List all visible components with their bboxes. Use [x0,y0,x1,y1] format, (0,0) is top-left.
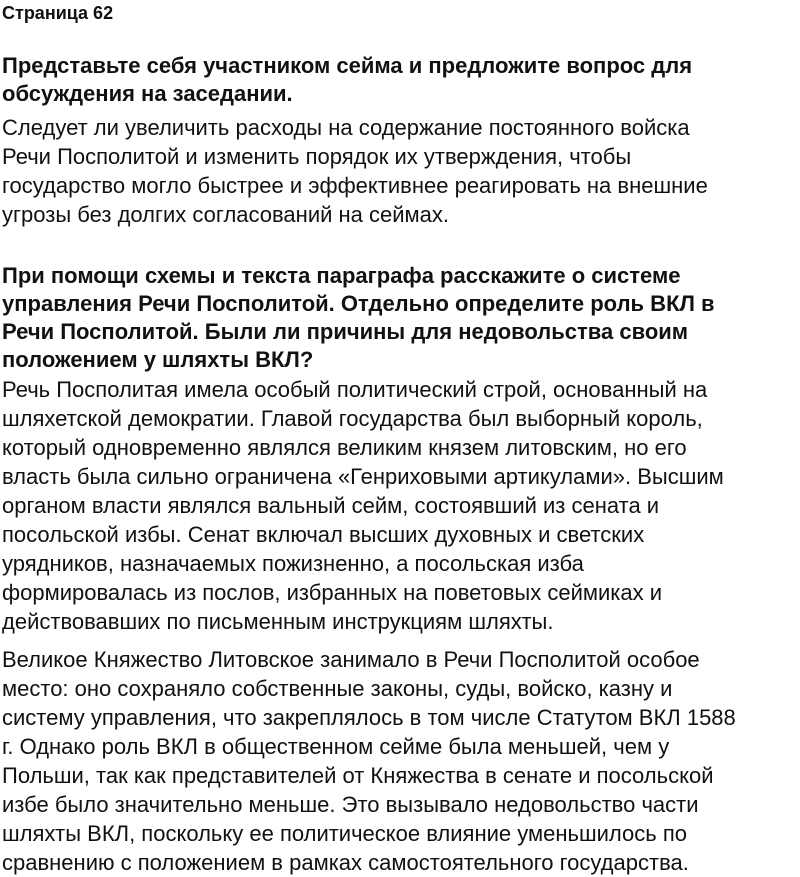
question-line: управления Речи Посполитой. Отдельно определите роль ВКЛ в [2,291,715,316]
answer-line: шляхетской демократии. Главой государства был выборный король, [2,406,703,431]
answer-line: урядников, назначаемых пожизненно, а посольская изба [2,551,584,576]
answer-line: избе было значительно меньше. Это вызывало недовольство части [2,792,699,817]
answer-line: государство могло быстрее и эффективнее реагировать на внешние [2,173,708,198]
answer-line: систему управления, что закреплялось в том числе Статутом ВКЛ 1588 [2,705,736,730]
answer-1 [2,113,708,229]
answer-line: угрозы без долгих согласований на сеймах. [2,202,450,227]
question-line: При помощи схемы и текста параграфа расскажите о системе [2,263,681,288]
answer-line: место: оно сохраняло собственные законы, суды, войско, казну и [2,676,673,701]
question-line: Представьте себя участником сейма и предложите вопрос для [2,53,693,78]
answer-line: Речь Посполитая имела особый политический строй, основанный на [2,377,708,402]
answer-line: формировалась из послов, избранных на поветовых сеймиках и [2,580,663,605]
answer-line: г. Однако роль ВКЛ в общественном сейме была меньшей, чем у [2,734,670,759]
answer-line: действовавших по письменным инструкциям шляхты. [2,609,554,634]
question-line: Речи Посполитой. Были ли причины для недовольства своим [2,319,689,344]
answer-line: Следует ли увеличить расходы на содержание постоянного войска [2,115,690,140]
answer-line: Речи Посполитой и изменить порядок их утверждения, чтобы [2,144,632,169]
answer-line: шляхты ВКЛ, поскольку ее политическое влияние уменьшилось по [2,821,687,846]
answer-line: который одновременно являлся великим князем литовским, но его [2,435,687,460]
answer-2-paragraph-2 [2,645,736,877]
answer-line: посольской избы. Сенат включал высших духовных и светских [2,522,645,547]
answer-line: Великое Княжество Литовское занимало в Речи Посполитой особое [2,647,700,672]
question-1 [2,52,692,108]
answer-line: органом власти являлся вальный сейм, состоявший из сената и [2,493,660,518]
question-line: обсуждения на заседании. [2,81,293,106]
page-title: Страница 62 [2,3,114,23]
question-2 [2,262,715,374]
answer-2-paragraph-1 [2,375,724,636]
answer-line: Польши, так как представителей от Княжества в сенате и посольской [2,763,714,788]
question-line: положением у шляхты ВКЛ? [2,347,314,372]
answer-line: власть была сильно ограничена «Генриховыми артикулами». Высшим [2,464,724,489]
answer-line: сравнению с положением в рамках самостоятельного государства. [2,850,689,875]
